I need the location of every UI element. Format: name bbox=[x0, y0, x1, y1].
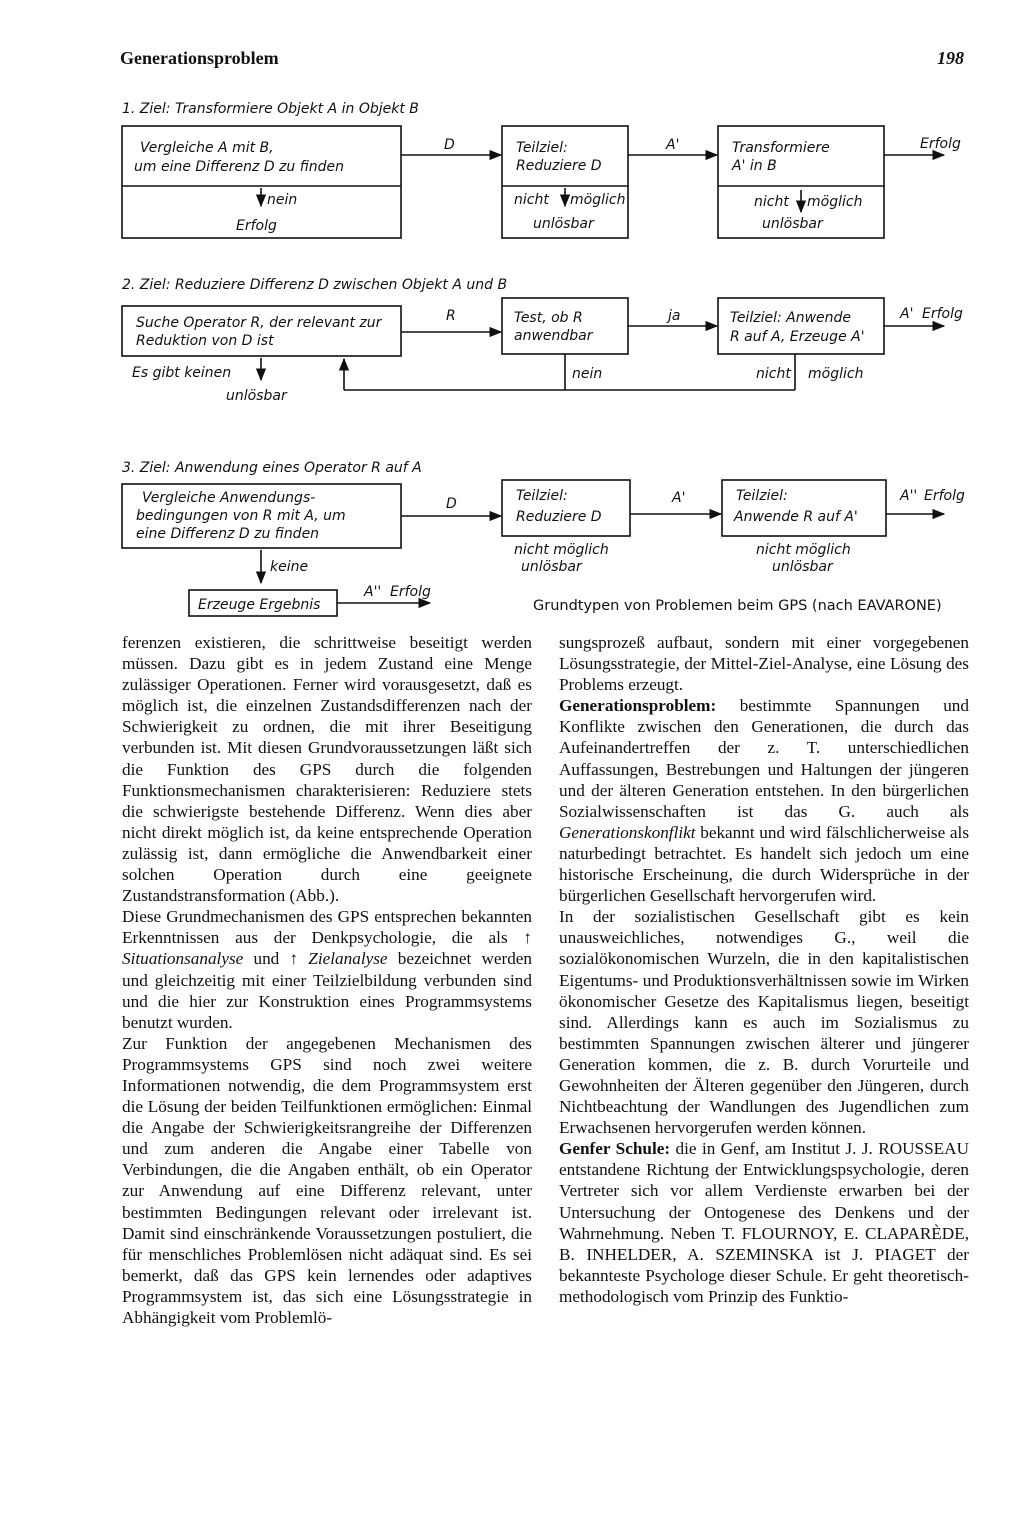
goal2-box1-line1: Suche Operator R, der relevant zur bbox=[136, 315, 382, 331]
right-column bbox=[559, 632, 969, 1307]
goal1-box1-no: nein bbox=[267, 192, 298, 208]
entry-text-a: bestimmte Spannungen und Konflikte zwischen den Generationen, die durch das Aufeinandertreffen der z. T. unterschiedlichen Auffassungen, Bestrebungen und Haltungen der jüngeren und der älteren Generation entstehen. In den bürgerlichen Sozialwissenschaften ist das G. auch als bbox=[559, 696, 969, 821]
goal3-result-box-label: Erzeuge Ergebnis bbox=[198, 597, 321, 613]
goal2-unsolvable: unlösbar bbox=[226, 388, 287, 404]
goal1-box2-possible: möglich bbox=[570, 192, 626, 208]
goal3-result-success: Erfolg bbox=[390, 584, 431, 600]
goal2-box2-line1: Test, ob R bbox=[514, 310, 583, 326]
figure-caption: Grundtypen von Problemen beim GPS (nach EAVARONE) bbox=[533, 598, 942, 614]
goal2-title: 2. Ziel: Reduziere Differenz D zwischen Objekt A und B bbox=[122, 277, 508, 293]
left-p2-text-a: Diese Grundmechanismen des GPS entsprechen bekannten Erkenntnissen aus der Denkpsychologie, die als ↑ bbox=[122, 907, 532, 948]
entry-genfer-schule bbox=[559, 1138, 969, 1307]
goal3-arrow2-label: A' bbox=[672, 490, 686, 506]
gps-diagram bbox=[0, 90, 1024, 620]
entry-text-genfer: die in Genf, am Institut J. J. ROUSSEAU entstandene Richtung der Entwicklungspsychologie, deren Vertreter sich vor allem Verdienste erwarben bei der Untersuchung der Ontogenese des Denkens und der Wahrnehmung. Neben T. FLOURNOY, E. CLAPARÈDE, B. INHELDER, A. SZEMINSKA ist J. PIAGET der bekannteste Psychologe dieser Schule. Er geht theoretisch-methodologisch vom Prinzip des Funktio- bbox=[559, 1139, 969, 1306]
goal3-box3-not-possible: nicht möglich bbox=[756, 542, 851, 558]
goal2-none-exists: Es gibt keinen bbox=[132, 365, 232, 381]
goal1-box3-line1: Transformiere bbox=[732, 140, 830, 156]
left-paragraph-1: ferenzen existieren, die schrittweise beseitigt werden müssen. Dazu gibt es in jedem Zustand eine Menge zulässiger Operationen. Ferner wird vorausgesetzt, daß es möglich ist, die einzelnen Zustandsdifferenzen nach der Schwierigkeit zu ordnen, die mit ihrer Beseitigung verbunden ist. Mit diesen Grundvoraussetzungen läßt sich die Funktion des GPS durch die folgenden Funktionsmechanismen charakterisieren: Reduziere stets die schwierigste bestehende Differenz. Wenn dies aber nicht direkt möglich ist, da keine entsprechende Operation zulässig ist, dann ermögliche die Anwendbarkeit einer solchen Operation durch eine geeignete Zustandstransformation (Abb.). bbox=[122, 633, 532, 906]
goal1-box1-line1: Vergleiche A mit B, bbox=[140, 140, 274, 156]
goal2-apply-box bbox=[718, 298, 884, 354]
goal3-title: 3. Ziel: Anwendung eines Operator R auf A bbox=[122, 460, 422, 476]
goal1-box2-line1: Teilziel: bbox=[516, 140, 568, 156]
entry-italic-generationskonflikt: Generationskonflikt bbox=[559, 822, 696, 842]
goal2-result: A' bbox=[900, 306, 914, 322]
goal3-final-result: A'' bbox=[900, 488, 918, 504]
goal3-box1-line3: eine Differenz D zu finden bbox=[136, 526, 320, 542]
entry-term-generationsproblem: Generationsproblem: bbox=[559, 696, 717, 716]
goal1-box3-line2: A' in B bbox=[732, 158, 777, 174]
goal2-box3-line1: Teilziel: Anwende bbox=[730, 310, 852, 326]
goal3-box2-line2: Reduziere D bbox=[516, 509, 602, 525]
left-paragraph-3: Zur Funktion der angegebenen Mechanismen des Programmsystems GPS sind noch zwei weitere Informationen notwendig, die dem Programmsystem erst die Lösung der beiden Teilfunktionen ermöglichen: Einmal die Angabe der Schwierigkeitsrangreihe der Differenzen und zum anderen die Angabe einer Tabelle von Verbindungen, die die Angaben enthält, ob ein Operator zur Anwendung auf eine Differenz relevant, unter bestimmten Bedingungen relevant oder irrelevant ist. Damit sind einschränkende Voraussetzungen postuliert, die für menschliches Problemlösen nicht adäquat sind. Es sei bemerkt, daß das GPS kein lernendes oder adaptives Programmsystem ist, das sich eine Lösungsstrategie in Abhängigkeit vom Problemlö- bbox=[122, 1033, 532, 1327]
left-p2-text-b: und ↑ bbox=[253, 949, 299, 969]
goal1-success: Erfolg bbox=[920, 136, 961, 152]
cross-ref-situationsanalyse[interactable]: Situationsanalyse bbox=[122, 949, 244, 969]
right-paragraph-3: In der sozialistischen Gesellschaft gibt es kein unausweichliches, notwendiges G., weil die sozialökonomischen Wurzeln, die in den kapitalistischen Eigentums- und Produktionsverhältnissen sowie im Wirken ökonomischer Gesetze des Kapitalismus liegen, beseitigt sind. Allerdings kann es auch im Sozialismus zu bestimmten Spannungen zwischen älterer und jüngerer Generation kommen, die z. B. durch Vorurteile und Gewohnheiten der Älteren gegenüber den Jüngeren, durch Nichtbeachtung der Wandlungen des Jugendlichen zum Erwachsenen hervorgerufen werden können. bbox=[559, 907, 969, 1138]
goal3-box3-line1: Teilziel: bbox=[736, 488, 788, 504]
goal3-box3-line2: Anwende R auf A' bbox=[734, 509, 858, 525]
goal2-test-box bbox=[502, 298, 628, 354]
goal3-box1-line2: bedingungen von R mit A, um bbox=[136, 508, 346, 524]
entry-term-genfer-schule: Genfer Schule: bbox=[559, 1139, 671, 1159]
goal2-box2-line2: anwendbar bbox=[514, 328, 593, 344]
goal1-box3-not: nicht bbox=[754, 194, 789, 210]
goal3-box2-line1: Teilziel: bbox=[516, 488, 568, 504]
right-paragraph-1: sungsprozeß aufbaut, sondern mit einer vorgegebenen Lösungsstrategie, der Mittel-Ziel-Analyse, eine Lösung des Problems erzeugt. bbox=[559, 633, 969, 695]
goal1-box3-possible: möglich bbox=[807, 194, 863, 210]
goal1-box2-not: nicht bbox=[514, 192, 549, 208]
goal3-arrow1-label: D bbox=[446, 496, 457, 512]
page-header-title: Generationsproblem bbox=[120, 48, 279, 68]
goal2-arrow1-label: R bbox=[446, 308, 456, 324]
goal1-box3-unsolvable: unlösbar bbox=[762, 216, 823, 232]
entry-text-b: bekannt und wird fälschlicherweise als naturbedingt betrachtet. Es handelt sich jedoch um eine historische Erscheinung, die durch Widersprüche in der bürgerlichen Gesellschaft hervorgerufen wird. bbox=[559, 822, 970, 906]
goal2-not: nicht bbox=[756, 366, 791, 382]
goal2-box3-line2: R auf A, Erzeuge A' bbox=[730, 329, 865, 345]
goal1-box1-line2: um eine Differenz D zu finden bbox=[134, 159, 345, 175]
goal2-possible: möglich bbox=[808, 366, 864, 382]
left-p2-text-c: bezeichnet werden und gleichzeitig mit einer Teilzielbildung verbunden sind und die hier zur Konstruktion eines Programmsystems benutzt wurden. bbox=[122, 949, 533, 1032]
page-number: 198 bbox=[937, 48, 964, 68]
goal1-arrow2-label: A' bbox=[666, 137, 680, 153]
goal3-result-arrow: A'' bbox=[364, 584, 382, 600]
goal1-box2-line2: Reduziere D bbox=[516, 158, 602, 174]
goal3-box2-not-possible: nicht möglich bbox=[514, 542, 609, 558]
goal2-success: Erfolg bbox=[922, 306, 963, 322]
cross-ref-zielanalyse[interactable]: Zielanalyse bbox=[308, 949, 388, 969]
goal3-none: keine bbox=[270, 559, 309, 575]
entry-generationsproblem bbox=[559, 695, 969, 906]
goal2-arrow2-label: ja bbox=[668, 308, 681, 324]
goal1-box1-success: Erfolg bbox=[236, 218, 277, 234]
goal1-title: 1. Ziel: Transformiere Objekt A in Objekt B bbox=[122, 101, 419, 117]
goal1-box2-unsolvable: unlösbar bbox=[533, 216, 594, 232]
goal1-arrow1-label: D bbox=[444, 137, 455, 153]
goal2-box1-line2: Reduktion von D ist bbox=[136, 333, 274, 349]
left-paragraph-2 bbox=[122, 906, 532, 1033]
left-column bbox=[122, 632, 532, 1328]
goal3-box2-unsolvable: unlösbar bbox=[521, 559, 582, 575]
goal3-box3-unsolvable: unlösbar bbox=[772, 559, 833, 575]
goal3-final-success: Erfolg bbox=[924, 488, 965, 504]
goal2-no: nein bbox=[572, 366, 603, 382]
goal3-box1-line1: Vergleiche Anwendungs- bbox=[142, 490, 316, 506]
